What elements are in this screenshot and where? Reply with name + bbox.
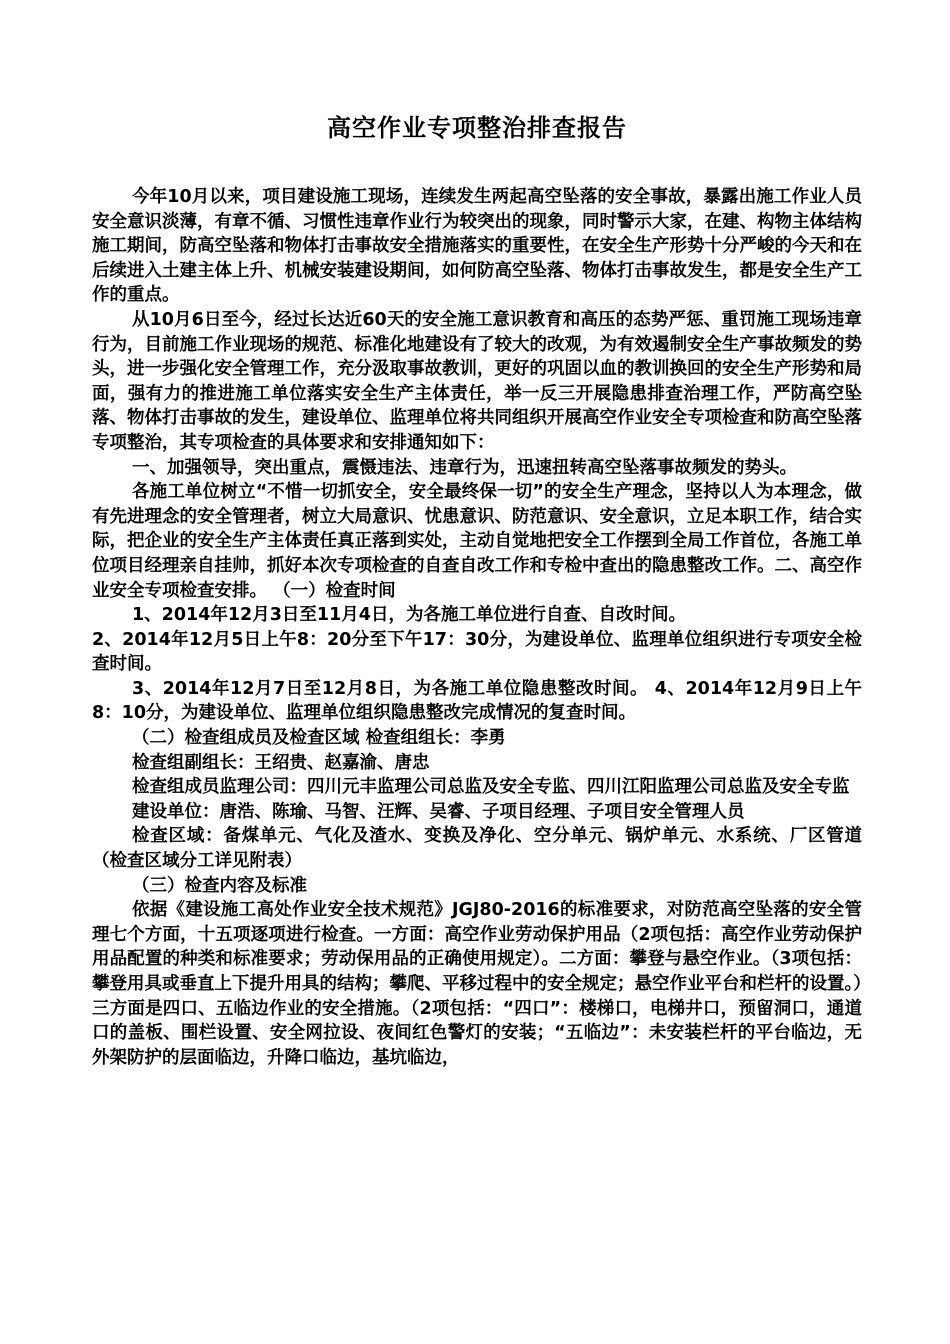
document-title: 高空作业专项整治排查报告	[327, 114, 627, 142]
paragraph: 3、2014年12月7日至12月8日，为各施工单位隐患整改时间。 4、2014年12月9日上午8：10分，为建设单位、监理单位组织隐患整改完成情况的复查时间。	[92, 678, 862, 724]
paragraph: 检查组成员监理公司：四川元丰监理公司总监及安全专监、四川江阳监理公司总监及安全专监	[132, 777, 850, 798]
paragraph: 今年10月以来，项目建设施工现场，连续发生两起高空坠落的安全事故，暴露出施工作业人员安全意识淡薄，有章不循、习惯性违章作业行为较突出的现象，同时警示大家，在建、构物主体结构施工期间，防高空坠落和物体打击事故安全措施落实的重要性，在安全生产形势十分严峻的今天和在后续进入土建主体上升、机械安装建设期间，如何防高空坠落、物体打击事故发生，都是安全生产工作的重点。	[92, 187, 862, 306]
paragraph: 依据《建设施工高处作业安全技术规范》JGJ80-2016的标准要求，对防范高空坠落的安全管理七个方面，十五项逐项进行检查。一方面：高空作业劳动保护用品（2项包括：高空作业劳动保护用品配置的种类和标准要求；劳动保用品的正确使用规定）。二方面：攀登与悬空作业。（3项包括：攀登用具或垂直上下提升用具的结构；攀爬、平移过程中的安全规定；悬空作业平台和栏杆的设置。）三方面是四口、五临边作业的安全措施。（2项包括：“四口”：楼梯口，电梯井口，预留洞口，通道口的盖板、围栏设置、安全网拉设、夜间红色警灯的安装；“五临边”：未安装栏杆的平台临边，无外架防护的层面临边，升降口临边，基坑临边，	[92, 900, 862, 1068]
paragraph: 一、加强领导，突出重点，震慑违法、违章行为，迅速扭转高空坠落事故频发的势头。	[132, 457, 797, 478]
document-page	[92, 108, 862, 1070]
paragraph: 各施工单位树立“不惜一切抓安全，安全最终保一切”的安全生产理念，坚持以人为本理念，做有先进理念的安全管理者，树立大局意识、忧患意识、防范意识、安全意识，立足本职工作，结合实际，把企业的安全生产主体责任真正落到实处，主动自觉地把安全工作摆到全局工作首位，各施工单位项目经理亲自挂帅，抓好本次专项检查的自查自改工作和专检中查出的隐患整改工作。二、高空作业安全专项检查安排。 （一）检查时间	[92, 482, 862, 601]
paragraph: 检查区域：备煤单元、气化及渣水、变换及净化、空分单元、锅炉单元、水系统、厂区管道（检查区域分工详见附表）	[92, 826, 862, 872]
paragraph: 检查组副组长：王绍贵、赵嘉渝、唐忠	[132, 752, 430, 773]
section-heading: （三）检查内容及标准	[132, 875, 307, 896]
section-heading: （二）检查组成员及检查区域 检查组组长：李勇	[132, 728, 506, 749]
paragraph: 1、2014年12月3日至11月4日，为各施工单位进行自查、自改时间。	[132, 605, 686, 626]
paragraph: 2、2014年12月5日上午8：20分至下午17：30分，为建设单位、监理单位组织进行专项安全检查时间。	[92, 629, 862, 675]
paragraph: 建设单位：唐浩、陈瑜、马智、汪辉、吴睿、子项目经理、子项目安全管理人员	[132, 801, 745, 822]
paragraph: 从10月6日至今，经过长达近60天的安全施工意识教育和高压的态势严惩、重罚施工现场违章行为，目前施工作业现场的规范、标准化地建设有了较大的改观，为有效遏制安全生产事故频发的势头，进一步强化安全管理工作，充分汲取事故教训，更好的巩固以血的教训换回的安全生产形势和局面，强有力的推进施工单位落实安全生产主体责任，举一反三开展隐患排查治理工作，严防高空坠落、物体打击事故的发生，建设单位、监理单位将共同组织开展高空作业安全专项检查和防高空坠落专项整治，其专项检查的具体要求和安排通知如下：	[92, 309, 862, 453]
document-body	[92, 185, 862, 1070]
